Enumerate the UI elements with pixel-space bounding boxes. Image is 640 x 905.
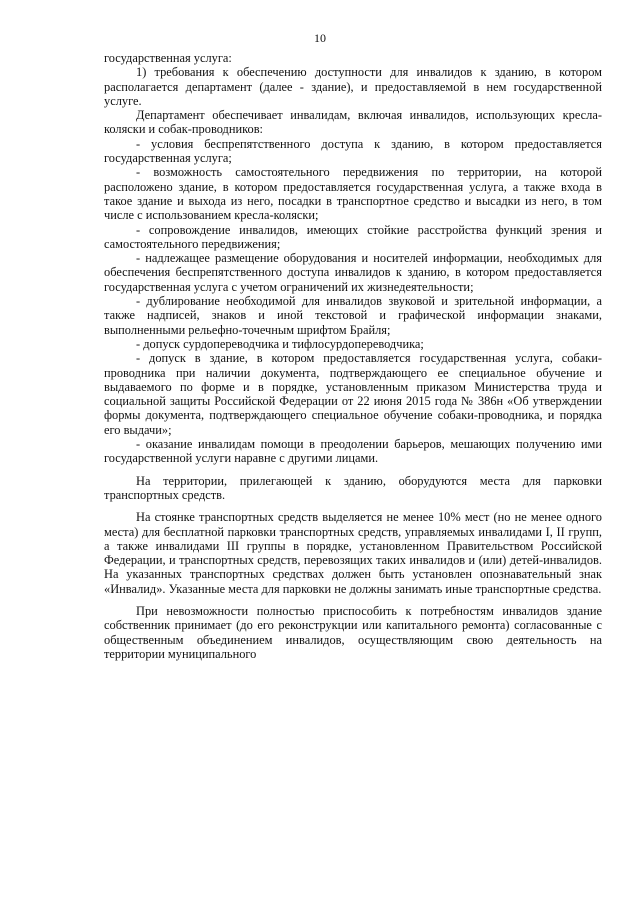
list-item-interpreter-admission: - допуск сурдопереводчика и тифлосурдопереводчика; xyxy=(136,336,424,351)
paragraph-department-provides: Департамент обеспечивает инвалидам, включая инвалидов, использующих кресла-коляски и собак-проводников: xyxy=(104,108,602,137)
paragraph-continuation: государственная услуга: xyxy=(104,51,232,65)
list-item-independent-movement: - возможность самостоятельного передвижения по территории, на которой расположено здание, в котором предоставляется государственная услуга, а также входа в такое здание и выхода из него, посадки в транспортное средство и высадки из него, в том числе с использованием кресла-коляски; xyxy=(104,165,602,223)
document-body xyxy=(104,51,602,661)
list-item-information-duplication: - дублирование необходимой для инвалидов звуковой и зрительной информации, а также надписей, знаков и иной текстовой и графической информации знаками, выполненными рельефно-точечным шрифтом Брайля; xyxy=(104,294,602,337)
list-item-barrier-assistance: - оказание инвалидам помощи в преодолении барьеров, мешающих получению ими государственной услуги наравне с другими лицами. xyxy=(104,437,602,466)
list-item-equipment-placement: - надлежащее размещение оборудования и носителей информации, необходимых для обеспечения беспрепятственного доступа инвалидов к зданию, в котором предоставляется государственная услуга с учетом ограничений их жизнедеятельности; xyxy=(104,251,602,294)
paragraph-building-adaptation: При невозможности полностью приспособить к потребностям инвалидов здание собственник принимает (до его реконструкции или капитального ремонта) согласованные с общественным объединением инвалидов, осуществляющим свою деятельность на территории муниципального xyxy=(104,603,602,661)
paragraph-parking-places: На территории, прилегающей к зданию, оборудуются места для парковки транспортных средств. xyxy=(104,473,602,502)
paragraph-requirement-1: 1) требования к обеспечению доступности для инвалидов к зданию, в котором располагается департамент (далее - здание), и предоставляемой в нем государственной услуге. xyxy=(104,65,602,108)
page-number: 10 xyxy=(314,31,326,45)
list-item-guide-dog-admission: - допуск в здание, в котором предоставляется государственная услуга, собаки-проводника при наличии документа, подтверждающего ее специальное обучение и выдаваемого по форме и в порядке, установленным приказом Министерства труда и социальной защиты Российской Федерации от 22 июня 2015 года № 386н «Об утверждении формы документа, подтверждающего специальное обучение собаки-проводника, и порядка его выдачи»; xyxy=(104,351,602,437)
paragraph-parking-quota: На стоянке транспортных средств выделяется не менее 10% мест (но не менее одного места) для бесплатной парковки транспортных средств, управляемых инвалидами I, II групп, а также инвалидами III группы в порядке, установленном Правительством Российской Федерации, и транспортных средств, перевозящих таких инвалидов и (или) детей-инвалидов. На указанных транспортных средствах должен быть установлен опознавательный знак «Инвалид». Указанные места для парковки не должны занимать иные транспортные средства. xyxy=(104,510,602,596)
list-item-escort: - сопровождение инвалидов, имеющих стойкие расстройства функций зрения и самостоятельного передвижения; xyxy=(104,222,602,251)
list-item-access-conditions: - условия беспрепятственного доступа к зданию, в котором предоставляется государственная услуга; xyxy=(104,136,602,166)
